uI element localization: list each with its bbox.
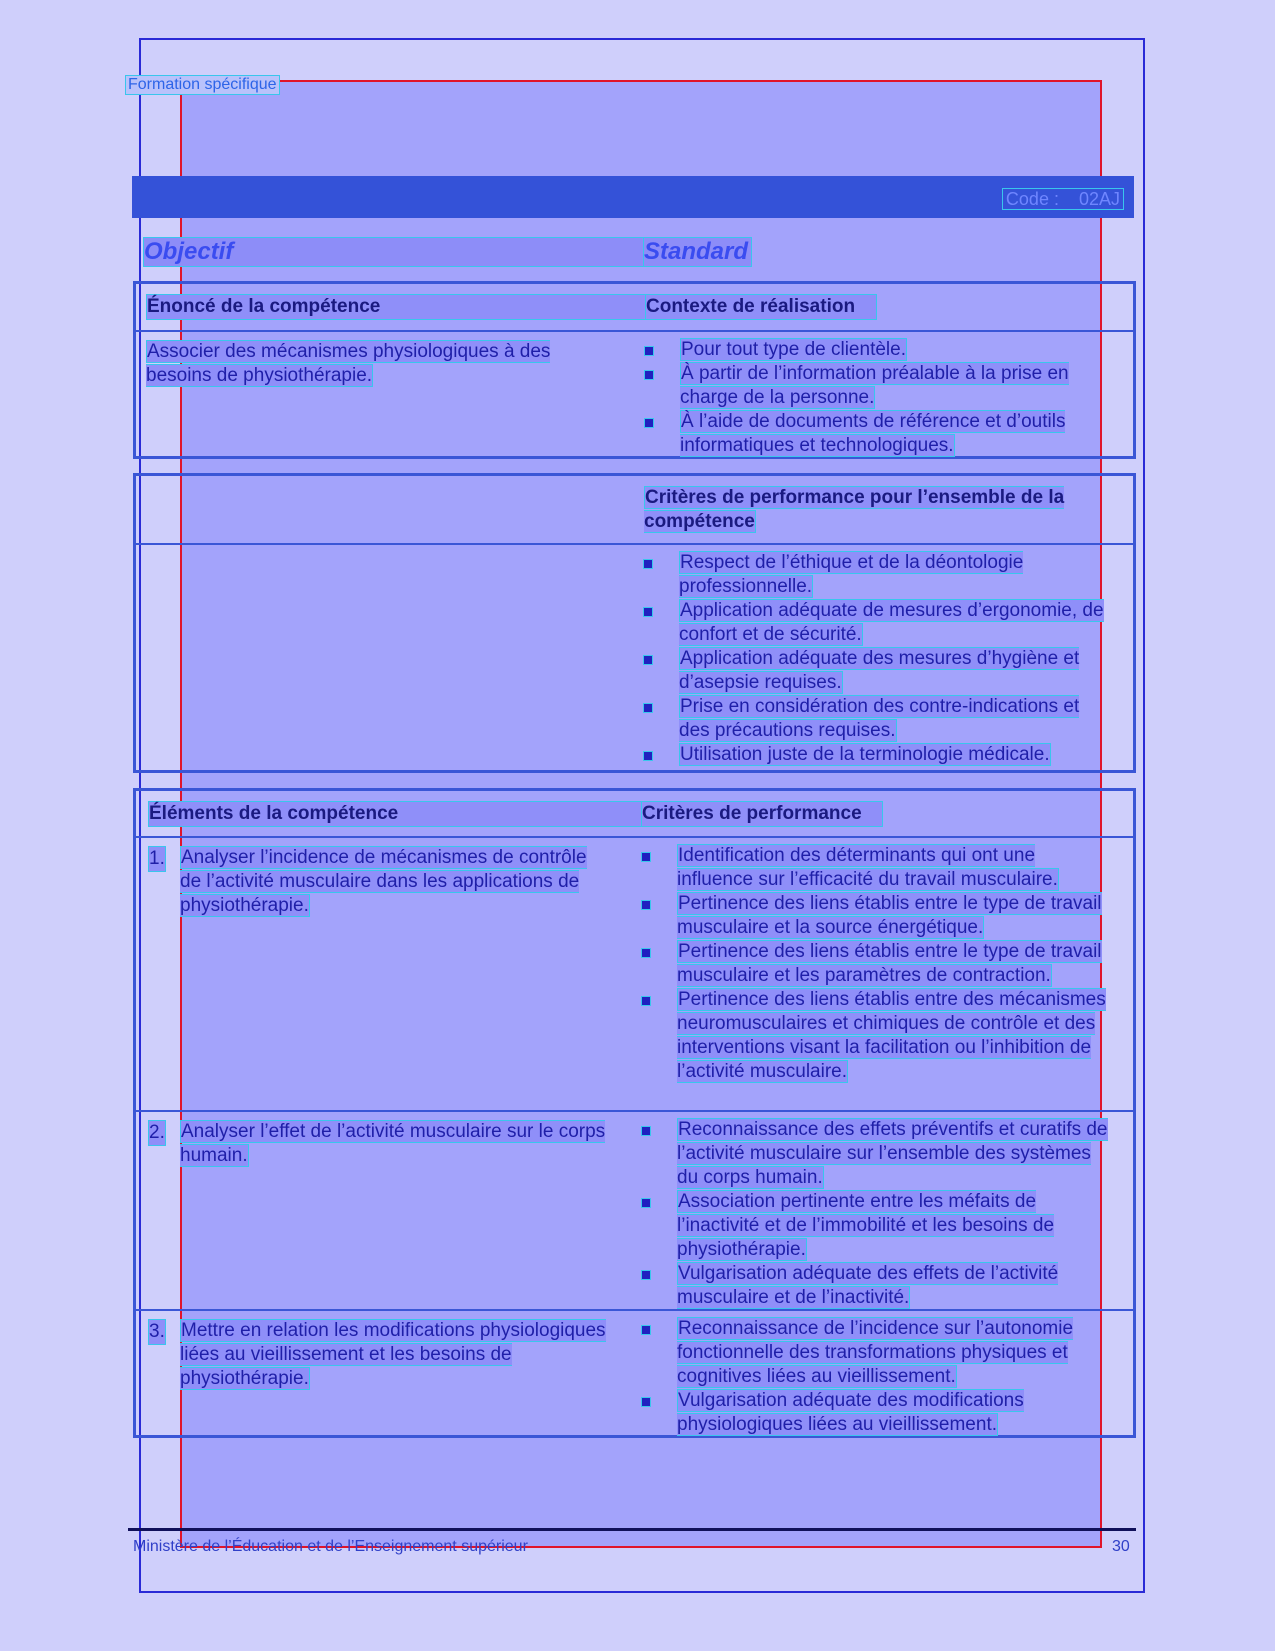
competence-statement-header: Énoncé de la compétence: [146, 294, 648, 320]
context-list: [644, 338, 1104, 458]
general-criteria-header-row: [136, 476, 1133, 543]
context-header: Contexte de réalisation: [645, 294, 877, 320]
list-item: Respect de l’éthique et de la déontologie professionnelle.: [643, 551, 1108, 599]
bullet-icon: [641, 1270, 651, 1280]
bullet-icon: [641, 996, 651, 1006]
bullet-icon: [641, 1126, 651, 1136]
competence-body-row: [136, 330, 1133, 459]
list-item: À l’aide de documents de référence et d’outils informatiques et technologiques.: [644, 410, 1104, 458]
list-item: Vulgarisation adéquate des effets de l’activité musculaire et de l’inactivité.: [641, 1262, 1108, 1310]
competence-header-row: [136, 284, 1133, 330]
competence-table: [133, 281, 1136, 459]
list-item: Prise en considération des contre-indications et des précautions requises.: [643, 695, 1108, 743]
element-row-2: [136, 1110, 1133, 1309]
header-label: Formation spécifique: [125, 75, 280, 95]
code-text: [1002, 188, 1124, 210]
bullet-icon: [641, 948, 651, 958]
list-item: Identification des déterminants qui ont une influence sur l’efficacité du travail musculaire.: [641, 844, 1108, 892]
code-value: 02AJ: [1078, 189, 1120, 209]
element-row-3: [136, 1309, 1133, 1438]
list-item: Pertinence des liens établis entre le type de travail musculaire et les paramètres de contraction.: [641, 940, 1108, 988]
code-bar: [132, 176, 1134, 218]
elements-table: [133, 788, 1136, 1438]
criteria-list-2: [641, 1118, 1108, 1310]
general-criteria-table: [133, 473, 1136, 773]
criteria-list-1: [641, 844, 1108, 1084]
bullet-icon: [641, 1397, 651, 1407]
bullet-icon: [643, 703, 653, 713]
list-item: Association pertinente entre les méfaits de l’inactivité et de l’immobilité et les besoins de physiothérapie.: [641, 1190, 1108, 1262]
list-item: Pertinence des liens établis entre le type de travail musculaire et la source énergétique.: [641, 892, 1108, 940]
elements-header: Éléments de la compétence: [148, 801, 645, 827]
bullet-icon: [641, 1325, 651, 1335]
element-2: 2. Analyser l’effet de l’activité musculaire sur le corps humain.: [149, 1121, 606, 1166]
code-label: Code :: [1005, 189, 1059, 209]
list-item: Reconnaissance des effets préventifs et curatifs de l’activité musculaire sur l’ensemble des systèmes du corps humain.: [641, 1118, 1108, 1190]
list-item: Vulgarisation adéquate des modifications physiologiques liées au vieillissement.: [641, 1389, 1108, 1437]
bullet-icon: [641, 852, 651, 862]
element-row-1: [136, 836, 1133, 1110]
bullet-icon: [643, 607, 653, 617]
page-number: 30: [1112, 1538, 1130, 1555]
list-item: Reconnaissance de l’incidence sur l’autonomie fonctionnelle des transformations physiques et cognitives liées au vieillissement.: [641, 1317, 1108, 1389]
objective-title: Objectif: [143, 237, 645, 267]
list-item: À partir de l’information préalable à la prise en charge de la personne.: [644, 362, 1104, 410]
element-1: 1. Analyser l’incidence de mécanismes de contrôle de l’activité musculaire dans les applications de physiothérapie.: [149, 847, 587, 916]
list-item: Application adéquate des mesures d’hygiène et d’asepsie requises.: [643, 647, 1108, 695]
elements-header-row: [136, 791, 1133, 836]
competence-statement: Associer des mécanismes physiologiques à des besoins de physiothérapie.: [146, 341, 551, 386]
list-item: Utilisation juste de la terminologie médicale.: [643, 743, 1108, 767]
standard-title: Standard: [643, 237, 752, 267]
bullet-icon: [643, 559, 653, 569]
bullet-icon: [643, 655, 653, 665]
general-criteria-header: Critères de performance pour l’ensemble de la compétence: [644, 487, 1065, 532]
list-item: Pertinence des liens établis entre des mécanismes neuromusculaires et chimiques de contrôle et des interventions visant la facilitation ou l’inhibition de l’activité musculaire.: [641, 988, 1108, 1084]
footer-ministry: Ministère de l’Éducation et de l’Enseignement supérieur: [133, 1538, 528, 1555]
bullet-icon: [644, 346, 654, 356]
bullet-icon: [643, 751, 653, 761]
general-criteria-list: [643, 551, 1108, 767]
element-3: 3. Mettre en relation les modifications physiologiques liées au vieillissement et les besoins de physiothérapie.: [149, 1320, 606, 1389]
bullet-icon: [641, 1198, 651, 1208]
bullet-icon: [644, 370, 654, 380]
criteria-list-3: [641, 1317, 1108, 1437]
list-item: Application adéquate de mesures d’ergonomie, de confort et de sécurité.: [643, 599, 1108, 647]
footer-divider: [128, 1528, 1136, 1531]
bullet-icon: [641, 900, 651, 910]
list-item: Pour tout type de clientèle.: [644, 338, 1104, 362]
bullet-icon: [644, 418, 654, 428]
general-criteria-body-row: [136, 543, 1133, 773]
performance-criteria-header: Critères de performance: [641, 801, 883, 827]
